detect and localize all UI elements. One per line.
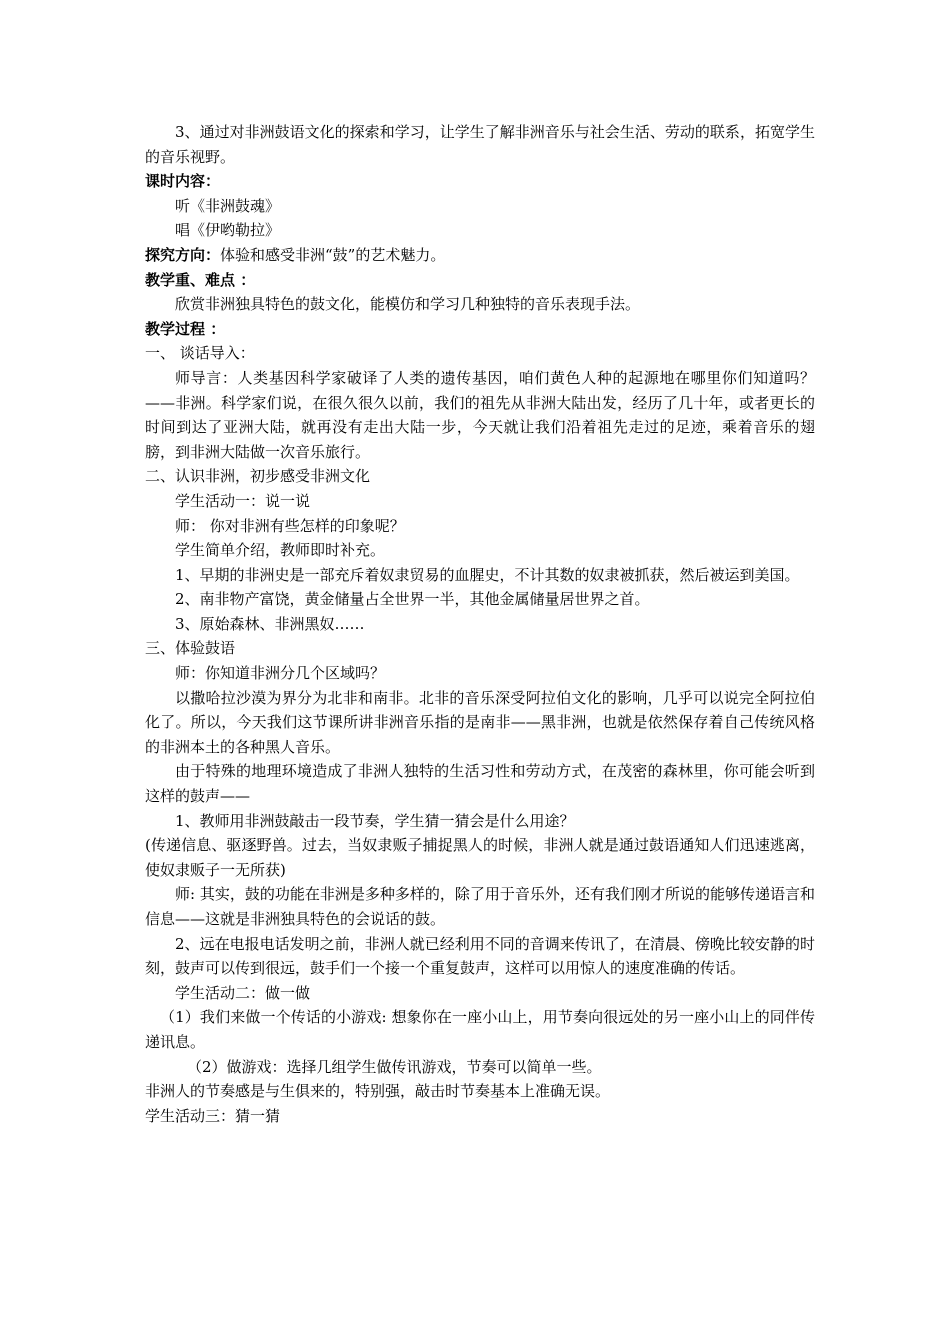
paragraph-fact-1: 1、早期的非洲史是一部充斥着奴隶贸易的血腥史，不计其数的奴隶被抓获，然后被运到美国。 bbox=[175, 565, 800, 584]
paragraph-listen: 听《非洲鼓魂》 bbox=[175, 196, 281, 215]
paragraph-student-intro: 学生简单介绍，教师即时补充。 bbox=[175, 541, 386, 560]
heading-lesson-content: 课时内容： bbox=[145, 172, 221, 191]
section-3-title: 三、体验鼓语 bbox=[145, 639, 236, 658]
paragraph-drum-function: 师: 其实，鼓的功能在非洲是多种多样的，除了用于音乐外，还有我们刚才所说的能够传递语言和信息——这就是非洲独具特色的会说话的鼓。 bbox=[145, 885, 815, 928]
paragraph-teacher-question-2: 师：你知道非洲分几个区域吗？ bbox=[175, 664, 386, 683]
paragraph-rhythm: 非洲人的节奏感是与生俱来的，特别强，敲击时节奏基本上准确无误。 bbox=[145, 1082, 611, 1101]
paragraph-fact-2: 2、南非物产富饶，黄金储量占全世界一半，其他金属储量居世界之首。 bbox=[175, 590, 650, 609]
paragraph-regions: 以撒哈拉沙漠为界分为北非和南非。北非的音乐深受阿拉伯文化的影响，几乎可以说完全阿拉伯化了。所以，今天我们这节课所讲非洲音乐指的是南非——黑非洲，也就是依然保存着自己传统风格的非洲本土的各种黑人音乐。 bbox=[145, 688, 815, 756]
paragraph-intro: 师导言：人类基因科学家破译了人类的遗传基因，咱们黄色人种的起源地在哪里你们知道吗？——非洲。科学家们说，在很久很久以前，我们的祖先从非洲大陆出发，经历了几十年，或者更长的时间到达了亚洲大陆，就再没有走出大陆一步，今天就让我们沿着祖先走过的足迹，乘着音乐的翅膀，到非洲大陆做一次音乐旅行。 bbox=[145, 368, 815, 461]
paragraph-game-2: （2）做游戏：选择几组学生做传讯游戏，节奏可以简单一些。 bbox=[187, 1057, 602, 1076]
paragraph-drum-answer: (传递信息、驱逐野兽。过去，当奴隶贩子捕捉黑人的时候，非洲人就是通过鼓语通知人们迅速逃离，使奴隶贩子一无所获) bbox=[145, 836, 815, 879]
document-body bbox=[145, 120, 815, 1128]
paragraph-game-1: （1）我们来做一个传话的小游戏: 想象你在一座小山上，用节奏向很远处的另一座小山上的同伴传递讯息。 bbox=[145, 1008, 815, 1051]
heading-explore-direction: 探究方向： bbox=[145, 245, 221, 264]
heading-teaching-process: 教学过程 ： bbox=[145, 319, 226, 338]
paragraph-drum-task-2: 2、远在电报电话发明之前，非洲人就已经利用不同的音调来传讯了，在清晨、傍晚比较安静的时刻，鼓声可以传到很远，鼓手们一个接一个重复鼓声，这样可以用惊人的速度准确的传话。 bbox=[145, 934, 815, 978]
paragraph-explore-direction bbox=[145, 243, 815, 268]
paragraph-teacher-question-1: 师： 你对非洲有些怎样的印象呢？ bbox=[175, 516, 405, 535]
paragraph-goal-3: 3、通过对非洲鼓语文化的探索和学习，让学生了解非洲音乐与社会生活、劳动的联系，拓宽学生的音乐视野。 bbox=[145, 123, 815, 166]
section-1-title: 一、 谈话导入： bbox=[145, 344, 255, 363]
paragraph-activity-1: 学生活动一：说一说 bbox=[175, 491, 311, 510]
paragraph-drum-task-1: 1、教师用非洲鼓敲击一段节奏，学生猜一猜会是什么用途？ bbox=[175, 811, 575, 830]
paragraph-activity-2: 学生活动二：做一做 bbox=[175, 983, 311, 1002]
paragraph-activity-3: 学生活动三：猜一猜 bbox=[145, 1106, 281, 1125]
paragraph-environment: 由于特殊的地理环境造成了非洲人独特的生活习性和劳动方式，在茂密的森林里，你可能会听到这样的鼓声—— bbox=[145, 762, 815, 806]
paragraph-sing: 唱《伊哟勒拉》 bbox=[175, 221, 281, 240]
paragraph-key-points: 欣赏非洲独具特色的鼓文化，能模仿和学习几种独特的音乐表现手法。 bbox=[175, 295, 641, 314]
explore-direction-text: 体验和感受非洲“鼓”的艺术魅力。 bbox=[220, 245, 446, 264]
heading-key-points: 教学重、难点 ： bbox=[145, 270, 256, 289]
section-2-title: 二、认识非洲，初步感受非洲文化 bbox=[145, 467, 371, 486]
paragraph-fact-3: 3、原始森林、非洲黑奴…… bbox=[175, 614, 365, 633]
